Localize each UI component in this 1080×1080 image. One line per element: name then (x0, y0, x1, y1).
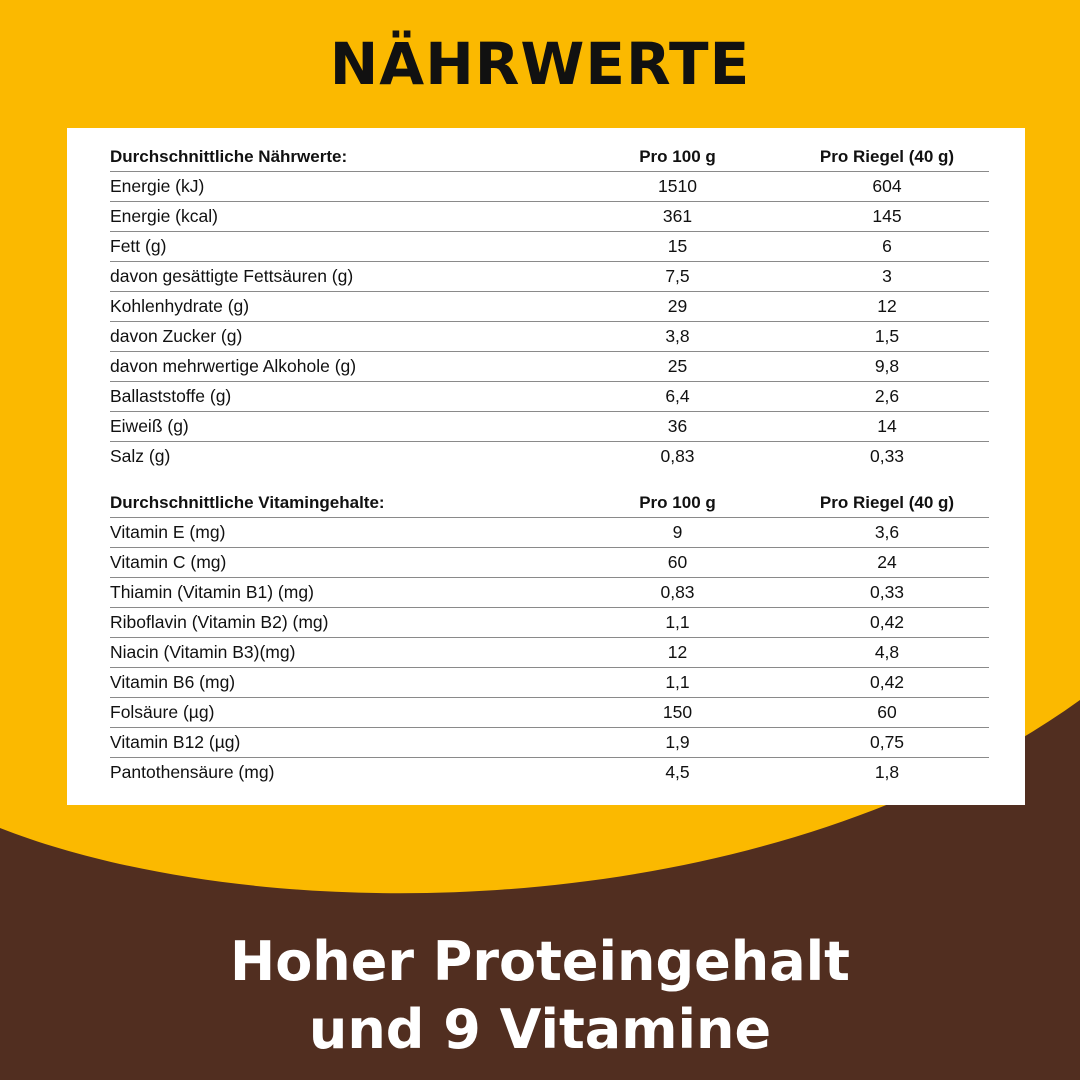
nutrition-cell-perbar: 6 (785, 232, 989, 262)
vitamin-row (110, 758, 989, 788)
vitamin-row (110, 728, 989, 758)
nutrition-cell-label: davon gesättigte Fettsäuren (g) (110, 262, 570, 292)
nutrition-cell-label: Eiweiß (g) (110, 412, 570, 442)
vitamin-cell-label: Thiamin (Vitamin B1) (mg) (110, 578, 570, 608)
nutrition-row (110, 322, 989, 352)
vitamin-cell-per100: 1,9 (570, 728, 785, 758)
vitamin-row (110, 578, 989, 608)
nutrition-cell-perbar: 604 (785, 172, 989, 202)
nutrition-cell-perbar: 145 (785, 202, 989, 232)
vitamin-cell-label: Vitamin B6 (mg) (110, 668, 570, 698)
nutrition-cell-perbar: 9,8 (785, 352, 989, 382)
vitamin-row (110, 668, 989, 698)
vitamin-cell-perbar: 24 (785, 548, 989, 578)
nutrition-cell-per100: 7,5 (570, 262, 785, 292)
vitamin-cell-perbar: 1,8 (874, 762, 900, 782)
nutrition-cell-per100: 1510 (570, 172, 785, 202)
nutrition-cell-per100: 6,4 (570, 382, 785, 412)
nutrition-header-perbar: Pro Riegel (40 g) (785, 142, 989, 172)
nutrition-row (110, 442, 989, 472)
nutrition-row (110, 232, 989, 262)
vitamin-row (110, 698, 989, 728)
page-title: NÄHRWERTE (329, 30, 751, 98)
nutrition-cell-per100: 29 (570, 292, 785, 322)
vitamin-row (110, 518, 989, 548)
vitamin-cell-label: Niacin (Vitamin B3)(mg) (110, 638, 570, 668)
nutrition-cell-per100: 0,83 (660, 446, 695, 466)
nutrition-cell-label: Ballaststoffe (g) (110, 382, 570, 412)
nutrition-cell-perbar: 1,5 (785, 322, 989, 352)
nutrition-cell-per100: 15 (570, 232, 785, 262)
vitamin-cell-label: Pantothensäure (mg) (110, 762, 275, 782)
vitamin-row (110, 548, 989, 578)
vitamin-cell-label: Vitamin E (mg) (110, 518, 570, 548)
nutrition-cell-label: Kohlenhydrate (g) (110, 292, 570, 322)
nutrition-cell-label: Energie (kcal) (110, 202, 570, 232)
nutrition-row (110, 382, 989, 412)
nutrition-table (110, 142, 989, 471)
vitamin-cell-per100: 60 (570, 548, 785, 578)
footer-headline (0, 928, 1080, 1064)
nutrition-row (110, 172, 989, 202)
nutrition-header-per100: Pro 100 g (570, 142, 785, 172)
vitamin-row (110, 608, 989, 638)
nutrition-cell-per100: 36 (570, 412, 785, 442)
nutrition-cell-label: Energie (kJ) (110, 172, 570, 202)
nutrition-panel (67, 128, 1025, 805)
vitamin-cell-perbar: 3,6 (785, 518, 989, 548)
vitamin-cell-per100: 150 (570, 698, 785, 728)
vitamin-cell-per100: 0,83 (570, 578, 785, 608)
vitamin-cell-per100: 1,1 (570, 668, 785, 698)
vitamin-cell-perbar: 4,8 (785, 638, 989, 668)
vitamin-cell-per100: 9 (570, 518, 785, 548)
nutrition-row (110, 412, 989, 442)
vitamin-cell-perbar: 0,42 (785, 608, 989, 638)
vitamin-cell-per100: 4,5 (665, 762, 690, 782)
footer-line-1: Hoher Proteingehalt (230, 930, 850, 993)
vitamin-header-perbar: Pro Riegel (40 g) (785, 488, 989, 518)
nutrition-row (110, 202, 989, 232)
nutrition-cell-perbar: 3 (785, 262, 989, 292)
nutrition-cell-per100: 3,8 (570, 322, 785, 352)
vitamin-cell-per100: 12 (570, 638, 785, 668)
nutrition-cell-label: Fett (g) (110, 232, 570, 262)
vitamin-row (110, 638, 989, 668)
vitamin-cell-per100: 1,1 (570, 608, 785, 638)
nutrition-row (110, 262, 989, 292)
nutrition-rows (110, 172, 989, 472)
nutrition-cell-perbar: 12 (785, 292, 989, 322)
vitamin-cell-perbar: 0,33 (785, 578, 989, 608)
vitamin-table (110, 488, 989, 787)
nutrition-cell-perbar: 2,6 (785, 382, 989, 412)
nutrition-row (110, 352, 989, 382)
vitamin-cell-perbar: 0,42 (785, 668, 989, 698)
vitamin-header-label: Durchschnittliche Vitamingehalte: (110, 488, 570, 518)
vitamin-cell-label: Vitamin C (mg) (110, 548, 570, 578)
nutrition-cell-label: Salz (g) (110, 446, 171, 466)
nutrition-header-row (110, 142, 989, 172)
vitamin-cell-perbar: 60 (785, 698, 989, 728)
vitamin-cell-label: Riboflavin (Vitamin B2) (mg) (110, 608, 570, 638)
nutrition-cell-label: davon Zucker (g) (110, 322, 570, 352)
nutrition-cell-per100: 361 (570, 202, 785, 232)
vitamin-cell-label: Folsäure (µg) (110, 698, 570, 728)
vitamin-rows (110, 518, 989, 788)
nutrition-cell-label: davon mehrwertige Alkohole (g) (110, 352, 570, 382)
nutrition-row (110, 292, 989, 322)
vitamin-header-per100: Pro 100 g (570, 488, 785, 518)
vitamin-header-row (110, 488, 989, 518)
footer-line-2: und 9 Vitamine (308, 998, 772, 1061)
nutrition-cell-per100: 25 (570, 352, 785, 382)
vitamin-cell-perbar: 0,75 (785, 728, 989, 758)
nutrition-header-label: Durchschnittliche Nährwerte: (110, 142, 570, 172)
nutrition-cell-perbar: 0,33 (869, 446, 905, 466)
vitamin-cell-label: Vitamin B12 (µg) (110, 728, 570, 758)
nutrition-cell-perbar: 14 (785, 412, 989, 442)
